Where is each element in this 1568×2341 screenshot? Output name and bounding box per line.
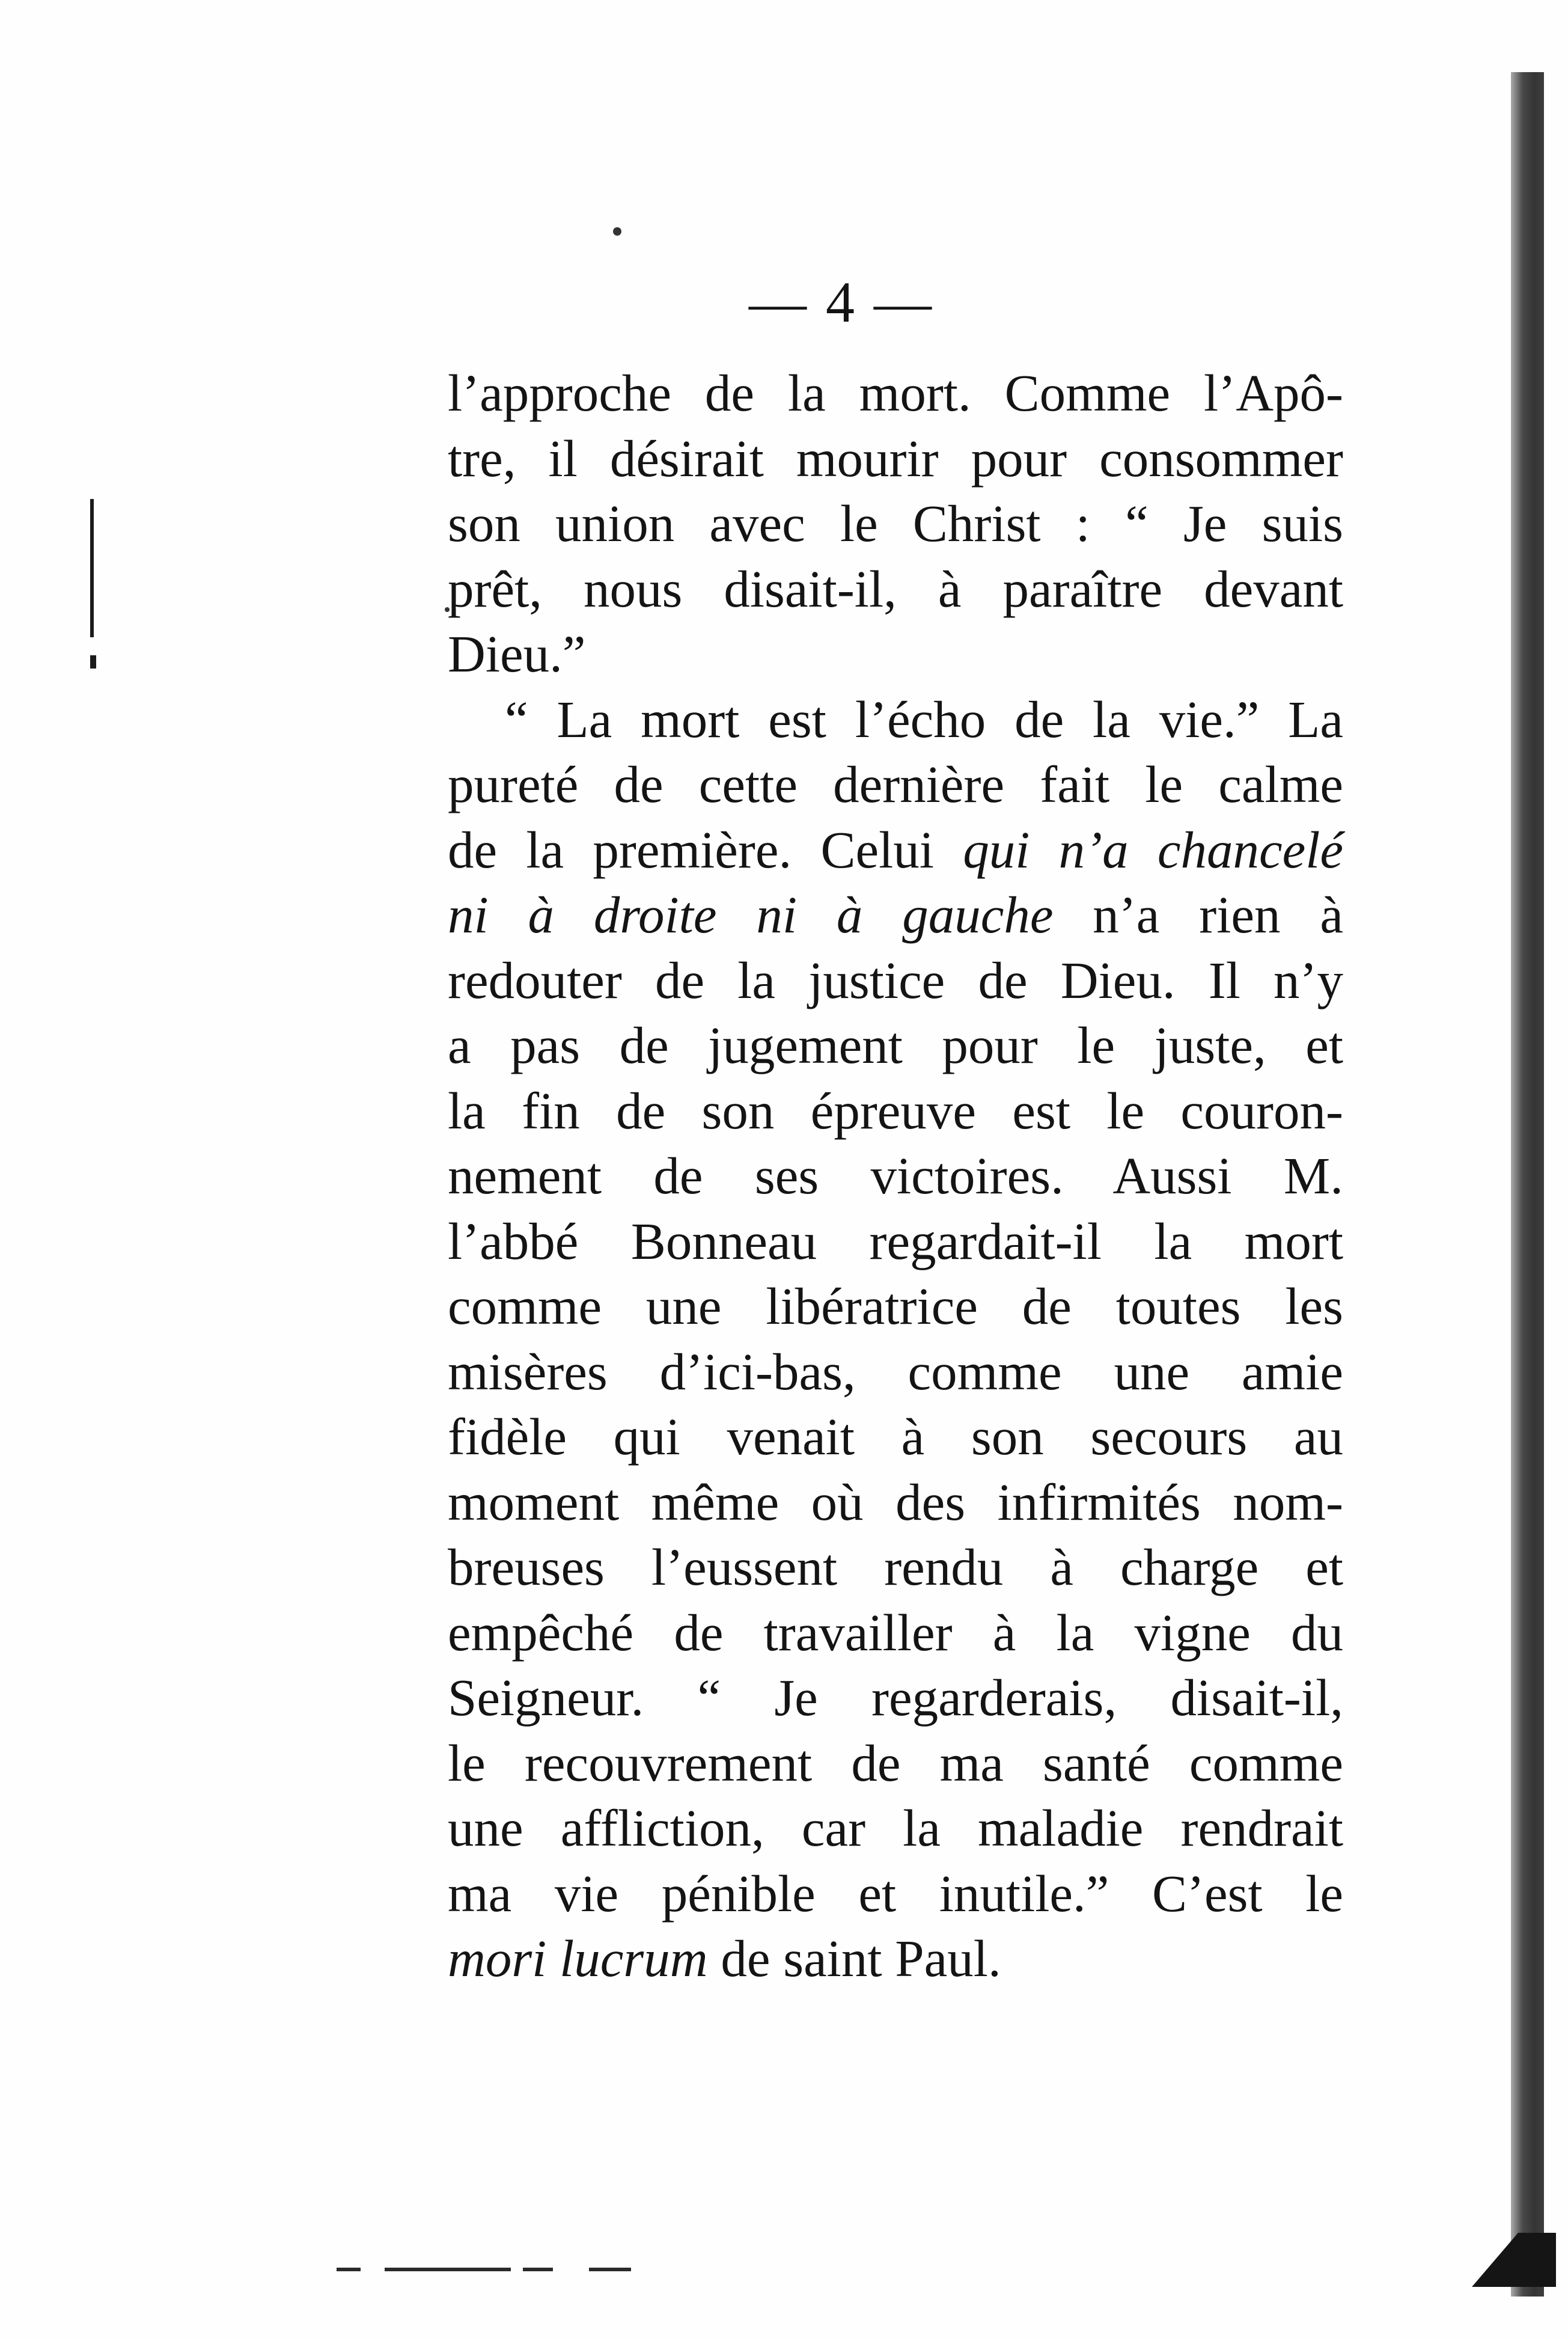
scan-mark bbox=[90, 499, 94, 637]
text-line bbox=[448, 1796, 1343, 1861]
paragraph bbox=[448, 687, 1343, 1992]
scan-mark bbox=[385, 2268, 511, 2271]
paragraph bbox=[448, 361, 1343, 687]
text-segment: nement de ses victoires. Aussi M. bbox=[448, 1146, 1343, 1205]
text-line bbox=[448, 622, 1343, 687]
text-line bbox=[448, 1861, 1343, 1927]
text-segment: l’approche de la mort. Comme l’Apô- bbox=[448, 364, 1343, 422]
text-segment: empêché de travailler à la vigne du bbox=[448, 1603, 1343, 1662]
text-line bbox=[448, 883, 1343, 948]
text-segment: pureté de cette dernière fait le calme bbox=[448, 755, 1343, 813]
text-segment: Dieu.” bbox=[448, 625, 586, 683]
text-line bbox=[448, 948, 1343, 1014]
text-line bbox=[448, 491, 1343, 557]
scan-mark bbox=[90, 655, 96, 669]
scan-speck bbox=[613, 227, 621, 236]
page-number: — 4 — bbox=[749, 270, 934, 334]
italic-phrase: mori lucrum bbox=[448, 1929, 708, 1988]
text-line bbox=[448, 1143, 1343, 1209]
text-segment: fidèle qui venait à son secours au bbox=[448, 1407, 1343, 1466]
text-segment: a pas de jugement pour le juste, et bbox=[448, 1016, 1343, 1074]
text-segment: “ La mort est l’écho de la vie.” La bbox=[505, 690, 1343, 748]
text-segment: de la première. Celui bbox=[448, 820, 963, 879]
text-segment: une affliction, car la maladie rendrait bbox=[448, 1799, 1343, 1857]
text-segment: comme une libératrice de toutes les bbox=[448, 1277, 1343, 1335]
text-line bbox=[448, 1535, 1343, 1600]
text-line bbox=[448, 361, 1343, 426]
text-line bbox=[448, 1274, 1343, 1339]
text-segment: ma vie pénible et inutile.” C’est le bbox=[448, 1864, 1343, 1923]
scan-mark bbox=[337, 2268, 361, 2271]
text-line bbox=[448, 426, 1343, 492]
text-line bbox=[448, 1600, 1343, 1666]
text-line bbox=[448, 1470, 1343, 1535]
italic-phrase: qui n’a chancelé bbox=[963, 820, 1343, 879]
text-line bbox=[448, 1731, 1343, 1796]
text-segment: le recouvrement de ma santé comme bbox=[448, 1733, 1343, 1792]
text-line bbox=[448, 1013, 1343, 1079]
text-line bbox=[448, 687, 1343, 753]
text-segment: redouter de la justice de Dieu. Il n’y bbox=[448, 950, 1343, 1009]
text-line bbox=[448, 1926, 1343, 1992]
text-line bbox=[448, 557, 1343, 622]
text-segment: de saint Paul. bbox=[707, 1929, 1001, 1988]
binding-edge bbox=[1511, 72, 1544, 2297]
text-line bbox=[448, 1404, 1343, 1470]
scan-mark bbox=[523, 2268, 553, 2271]
text-line bbox=[448, 1665, 1343, 1731]
body-text bbox=[448, 361, 1343, 1992]
text-line bbox=[448, 1339, 1343, 1405]
text-segment: tre, il désirait mourir pour consommer bbox=[448, 429, 1343, 488]
text-segment: Seigneur. “ Je regarderais, disait-il, bbox=[448, 1668, 1343, 1727]
text-segment: moment même où des infirmités nom- bbox=[448, 1472, 1343, 1531]
text-line bbox=[448, 1079, 1343, 1144]
text-segment: misères d’ici-bas, comme une amie bbox=[448, 1342, 1343, 1401]
text-line bbox=[448, 1209, 1343, 1275]
text-segment: l’abbé Bonneau regardait-il la mort bbox=[448, 1211, 1343, 1270]
text-segment: la fin de son épreuve est le couron- bbox=[448, 1081, 1343, 1140]
scan-mark bbox=[589, 2268, 631, 2271]
text-segment: n’a rien à bbox=[1053, 886, 1343, 944]
italic-phrase: ni à droite ni à gauche bbox=[448, 886, 1054, 944]
text-segment: prêt, nous disait-il, à paraître devant bbox=[448, 559, 1343, 618]
binding-shadow bbox=[1472, 2233, 1556, 2287]
text-segment: son union avec le Christ : “ Je suis bbox=[448, 494, 1343, 552]
text-line bbox=[448, 752, 1343, 818]
text-line bbox=[448, 818, 1343, 883]
text-segment: breuses l’eussent rendu à charge et bbox=[448, 1538, 1343, 1596]
